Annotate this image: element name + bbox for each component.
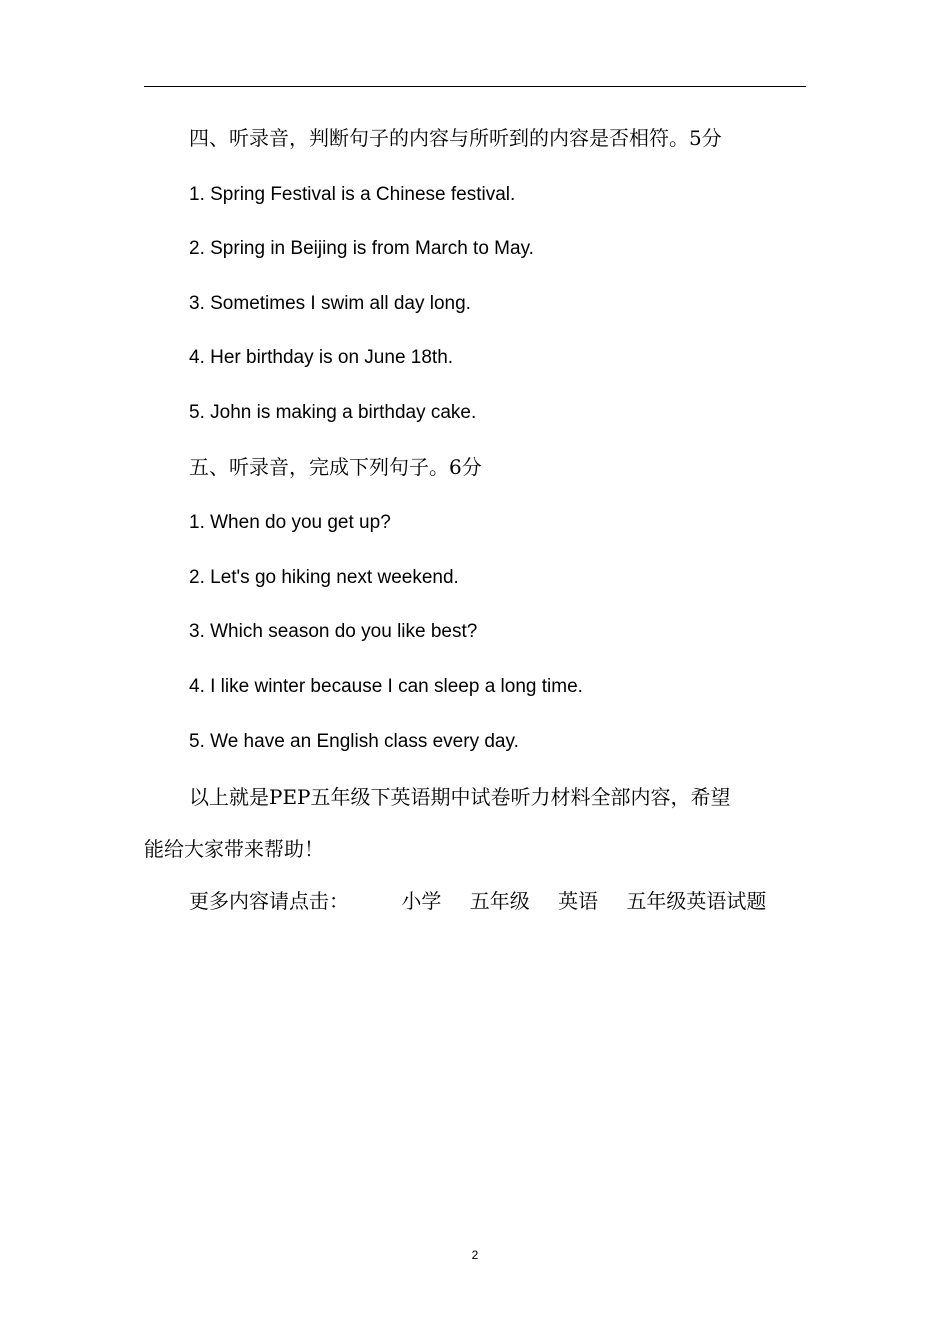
section4-item-5: 5. John is making a birthday cake. [189, 402, 477, 423]
section4-heading: 四、听录音，判断句子的内容与所听到的内容是否相符。5分 [189, 126, 722, 150]
section5-item-4: 4. I like winter because I can sleep a long time. [189, 676, 583, 697]
page-number: 2 [471, 1248, 479, 1262]
section4-item-3: 3. Sometimes I swim all day long. [189, 293, 471, 314]
closing-line-2: 能给大家带来帮助！ [144, 837, 324, 861]
section5-heading: 五、听录音，完成下列句子。6分 [189, 455, 482, 479]
section4-item-4: 4. Her birthday is on June 18th. [189, 347, 454, 368]
header-rule [144, 86, 806, 87]
more-links-row [189, 887, 766, 915]
closing-line-1: 以上就是PEP五年级下英语期中试卷听力材料全部内容，希望 [189, 785, 731, 809]
section4-item-1: 1. Spring Festival is a Chinese festival. [189, 184, 516, 205]
link-grade-five-english-tests[interactable]: 五年级英语试题 [626, 889, 767, 913]
section4-item-2: 2. Spring in Beijing is from March to May. [189, 238, 534, 259]
link-grade-five[interactable]: 五年级 [469, 889, 530, 913]
link-english[interactable]: 英语 [558, 889, 599, 913]
section5-item-5: 5. We have an English class every day. [189, 731, 519, 752]
link-primary-school[interactable]: 小学 [401, 889, 442, 913]
section5-item-2: 2. Let's go hiking next weekend. [189, 567, 459, 588]
more-links-label: 更多内容请点击： [189, 889, 349, 913]
section5-item-3: 3. Which season do you like best? [189, 621, 478, 642]
section5-item-1: 1. When do you get up? [189, 512, 391, 533]
